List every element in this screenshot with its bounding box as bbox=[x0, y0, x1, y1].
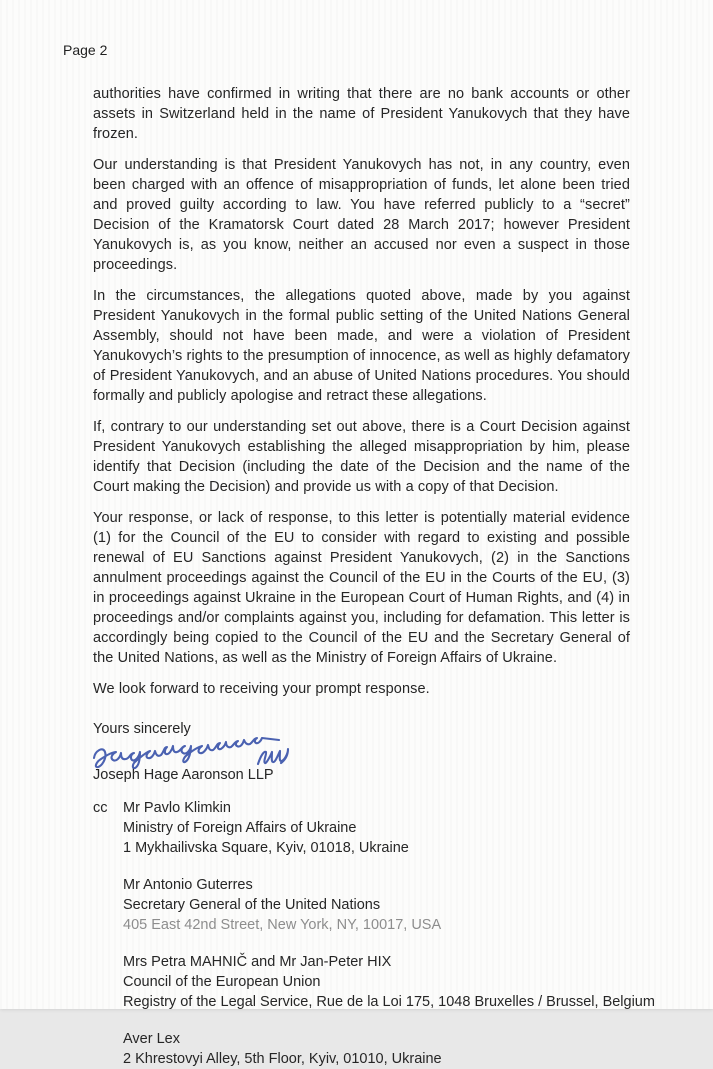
letter-paragraph-5: Your response, or lack of response, to this letter is potentially material evidence (1) for the Council of the EU to consider with regard to existing and possible renewal of EU Sanctions against President Yanukovych, (2) in the Sanctions annulment proceedings against the Council of the EU in the Courts of the EU, (3) in proceedings against Ukraine in the European Court of Human Rights, and (4) in proceedings and/or complaints against you, including for defamation. This letter is accordingly being copied to the Council of the EU and the Secretary General of the United Nations, as well as the Ministry of Foreign Affairs of Ukraine. bbox=[93, 510, 630, 666]
cc-entry-antonio-guterres bbox=[123, 875, 655, 935]
cc-entry-pavlo-klimkin bbox=[123, 798, 655, 858]
cc-line: Registry of the Legal Service, Rue de la Loi 175, 1048 Bruxelles / Brussel, Belgium bbox=[123, 994, 655, 1010]
page-number-label: Page 2 bbox=[63, 42, 108, 58]
cc-line: Ministry of Foreign Affairs of Ukraine bbox=[123, 820, 357, 836]
letter-paragraph-3: In the circumstances, the allegations quoted above, made by you against President Yanukovych in the formal public setting of the United Nations General Assembly, should not have been made, and were a violation of President Yanukovych’s rights to the presumption of innocence, as well as highly defamatory of President Yanukovych, and an abuse of United Nations procedures. You should formally and publicly apologise and retract these allegations. bbox=[93, 288, 630, 404]
handwritten-signature-image bbox=[90, 741, 630, 769]
letter-paragraph-6: We look forward to receiving your prompt response. bbox=[93, 681, 430, 697]
valediction: Yours sincerely bbox=[93, 721, 191, 737]
cc-entry-council-of-eu bbox=[123, 952, 655, 1012]
letter-paragraph-1: authorities have confirmed in writing that there are no bank accounts or other assets in Switzerland held in the name of President Yanukovych that they have frozen. bbox=[93, 86, 630, 142]
cc-line: Council of the European Union bbox=[123, 974, 321, 990]
closing-block bbox=[93, 719, 630, 785]
cc-block bbox=[93, 798, 655, 1069]
signatory-name: Joseph Hage Aaronson LLP bbox=[93, 767, 274, 783]
cc-entries bbox=[123, 798, 655, 1069]
cc-label: cc bbox=[93, 800, 108, 816]
cc-line: Mrs Petra MAHNIČ and Mr Jan-Peter HIX bbox=[123, 954, 392, 970]
cc-line: 405 East 42nd Street, New York, NY, 10017, USA bbox=[123, 917, 442, 933]
letter-body bbox=[93, 84, 655, 1069]
cc-line: 1 Mykhailivska Square, Kyiv, 01018, Ukraine bbox=[123, 840, 409, 856]
letter-paragraph-2: Our understanding is that President Yanukovych has not, in any country, even been charged with an offence of misappropriation of funds, let alone been tried and proved guilty according to law. You have referred publicly to a “secret” Decision of the Kramatorsk Court dated 28 March 2017; however President Yanukovych is, as you know, neither an accused nor even a suspect in those proceedings. bbox=[93, 157, 630, 273]
cc-line: Mr Pavlo Klimkin bbox=[123, 800, 231, 816]
cc-line: Aver Lex bbox=[123, 1031, 180, 1047]
cc-line: 2 Khrestovyi Alley, 5th Floor, Kyiv, 01010, Ukraine bbox=[123, 1051, 442, 1067]
cc-entry-aver-lex bbox=[123, 1029, 655, 1069]
letter-paragraph-4: If, contrary to our understanding set out above, there is a Court Decision against President Yanukovych establishing the alleged misappropriation by him, please identify that Decision (including the date of the Decision and the name of the Court making the Decision) and provide us with a copy of that Decision. bbox=[93, 419, 630, 495]
cc-line: Mr Antonio Guterres bbox=[123, 877, 253, 893]
cc-line: Secretary General of the United Nations bbox=[123, 897, 381, 913]
signature-ink-icon bbox=[90, 741, 308, 773]
